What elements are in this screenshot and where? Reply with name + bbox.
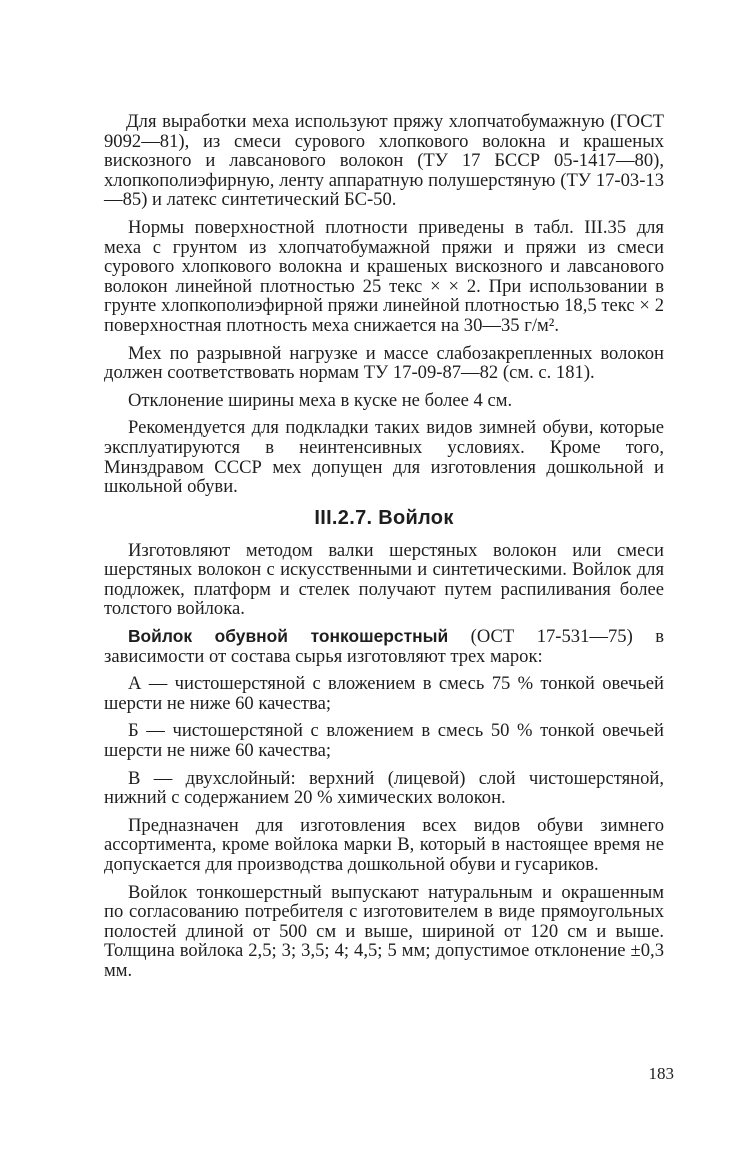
paragraph-felt-grades <box>104 627 664 666</box>
paragraph-breaking-load: Мех по разрывной нагрузке и массе слабозакрепленных волокон должен соответствовать нормам ТУ 17-09-87—82 (см. с. 181). <box>104 342 664 384</box>
paragraph-felt-release: Войлок тонкошерстный выпускают натуральным и окрашенным по согласованию потребителя с изготовителем в виде прямоугольных полостей длиной от 500 см и выше, шириной от 120 см и выше. Толщина войлока 2,5; 3; 3,5; 4; 4,5; 5 мм; допустимое отклонение ±0,3 мм. <box>104 881 664 981</box>
paragraph-recommendation: Рекомендуется для подкладки таких видов зимней обуви, которые эксплуатируются в неинтенсивных условиях. Кроме того, Минздравом СССР мех допущен для изготовления дошкольной и школьной обуви. <box>104 417 664 498</box>
grade-a-item: А — чистошерстяной с вложением в смесь 75 % тонкой овечьей шерсти не ниже 60 качества; <box>104 673 664 714</box>
paragraph-width-deviation: Отклонение ширины меха в куске не более 4 см. <box>128 389 513 411</box>
page-number: 183 <box>648 1064 674 1083</box>
paragraph-felt-purpose: Предназначен для изготовления всех видов обуви зимнего ассортимента, кроме войлока марки В, который в настоящее время не допускается для производства дошкольной обуви и гусариков. <box>104 814 664 875</box>
felt-term-bold: Войлок обувной тонкошерстный <box>128 626 449 647</box>
paragraph-density-norms: Нормы поверхностной плотности приведены в табл. III.35 для меха с грунтом из хлопчатобумажной пряжи и пряжи из смеси сурового хлопкового волокна и крашеных вискозного и лавсанового волокон линейной плотностью 25 текс × × 2. При использовании в грунте хлопкополиэфирной пряжи линейной плотностью 18,5 текс × 2 поверхностная плотность меха снижается на 30—35 г/м². <box>104 216 664 336</box>
document-page <box>104 112 664 989</box>
grade-v-item: В — двухслойный: верхний (лицевой) слой чистошерстяной, нижний с содержанием 20 % химических волокон. <box>104 767 664 809</box>
grade-b-item: Б — чистошерстяной с вложением в смесь 50 % тонкой овечьей шерсти не ниже 60 качества; <box>104 720 664 762</box>
paragraph-yarn-materials: Для выработки меха используют пряжу хлопчатобумажную (ГОСТ 9092—81), из смеси сурового хлопкового волокна и крашеных вискозного и лавсанового волокон (ТУ 17 БССР 05-1417—80), хлопкополиэфирную, ленту аппаратную полушерстяную (ТУ 17-03-13—85) и латекс синтетический БС-50. <box>104 111 664 211</box>
section-heading: III.2.7. Войлок <box>314 506 454 529</box>
felt-term-rest: (ОСТ 17-531—75) в зависимости от состава сырья изготовляют трех марок: <box>104 626 664 667</box>
paragraph-felt-intro: Изготовляют методом валки шерстяных волокон или смеси шерстяных волокон с искусственными и синтетическими. Войлок для подложек, платформ и стелек получают путем распиливания более толстого войлока. <box>104 539 664 620</box>
